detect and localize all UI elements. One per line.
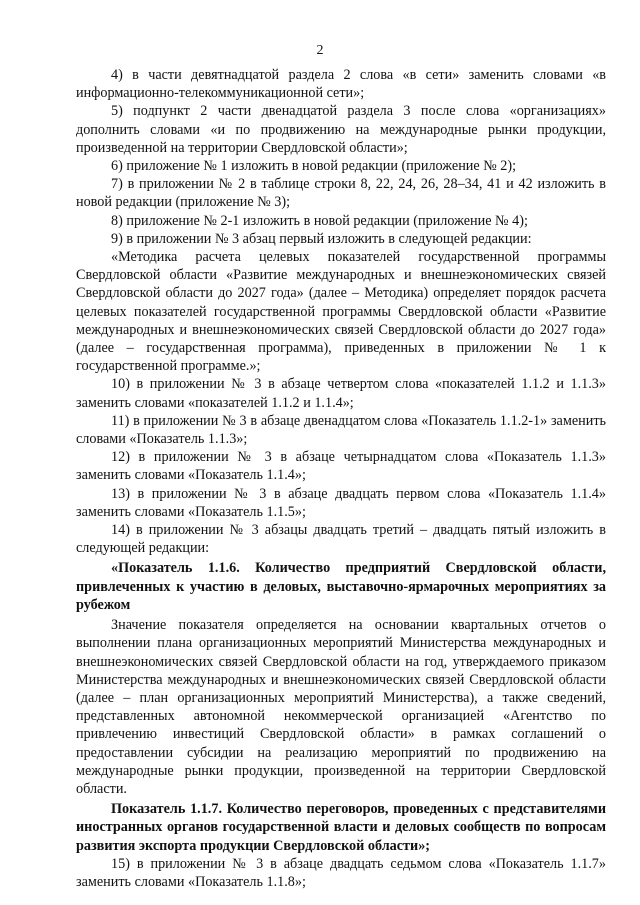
indicator-heading: «Показатель 1.1.6. Количество предприятий Свердловской области, привлеченных к участию в деловых, выставочно-ярмарочных мероприятиях за рубежом [76, 560, 606, 613]
document-body [76, 66, 606, 891]
paragraph: 15) в приложении № 3 в абзаце двадцать седьмом слова «Показатель 1.1.7» заменить словами «Показатель 1.1.8»; [76, 855, 606, 890]
paragraph: 12) в приложении № 3 в абзаце четырнадцатом слова «Показатель 1.1.3» заменить словами «Показатель 1.1.4»; [76, 449, 606, 484]
paragraph: 5) подпункт 2 части двенадцатой раздела 3 после слова «организациях» дополнить словами «и по продвижению на международные рынки продукции, произведенной на территории Свердловской области»; [76, 103, 606, 156]
paragraph: 8) приложение № 2-1 изложить в новой редакции (приложение № 4); [111, 212, 528, 229]
page-number: 2 [316, 43, 324, 58]
indicator-heading: Показатель 1.1.7. Количество переговоров, проведенных с представителями иностранных органов государственной власти и деловых сообществ по вопросам развития экспорта продукции Свердловской области»; [76, 801, 606, 854]
paragraph: 11) в приложении № 3 в абзаце двенадцатом слова «Показатель 1.1.2-1» заменить словами «Показатель 1.1.3»; [76, 412, 606, 448]
paragraph: 9) в приложении № 3 абзац первый изложить в следующей редакции: [111, 230, 532, 247]
paragraph: «Методика расчета целевых показателей государственной программы Свердловской области «Развитие международных и внешнеэкономических связей Свердловской области до 2027 года» (далее – Методика) определяет порядок расчета целевых показателей государственной программы Свердловской области «Развитие международных и внешнеэкономических связей Свердловской области до 2027 года» (далее – государственная программа), приведенных в приложении № 1 к государственной программе.»; [76, 249, 606, 375]
paragraph: 14) в приложении № 3 абзацы двадцать третий – двадцать пятый изложить в следующей редакции: [76, 522, 606, 557]
paragraph: 4) в части девятнадцатой раздела 2 слова «в сети» заменить словами «в информационно-телекоммуникационной сети»; [76, 67, 606, 102]
paragraph: 10) в приложении № 3 в абзаце четвертом слова «показателей 1.1.2 и 1.1.3» заменить словами «показателей 1.1.2 и 1.1.4»; [76, 376, 606, 411]
paragraph: 6) приложение № 1 изложить в новой редакции (приложение № 2); [111, 158, 517, 175]
paragraph: Значение показателя определяется на основании квартальных отчетов о выполнении плана организационных мероприятий Министерства международных и внешнеэкономических связей Свердловской области на год, утверждаемого приказом Министерства международных и внешнеэкономических связей Свердловской области (далее – план организационных мероприятий Министерства), а также сведений, представленных автономной некоммерческой организацией «Агентство по привлечению инвестиций Свердловской области» в рамках соглашений о предоставлении субсидии на реализацию мероприятий по продвижению на международные рынки продукции, произведенной на территории Свердловской области. [76, 617, 606, 797]
paragraph: 7) в приложении № 2 в таблице строки 8, 22, 24, 26, 28–34, 41 и 42 изложить в новой редакции (приложение № 3); [76, 176, 606, 211]
paragraph: 13) в приложении № 3 в абзаце двадцать первом слова «Показатель 1.1.4» заменить словами «Показатель 1.1.5»; [76, 485, 606, 520]
